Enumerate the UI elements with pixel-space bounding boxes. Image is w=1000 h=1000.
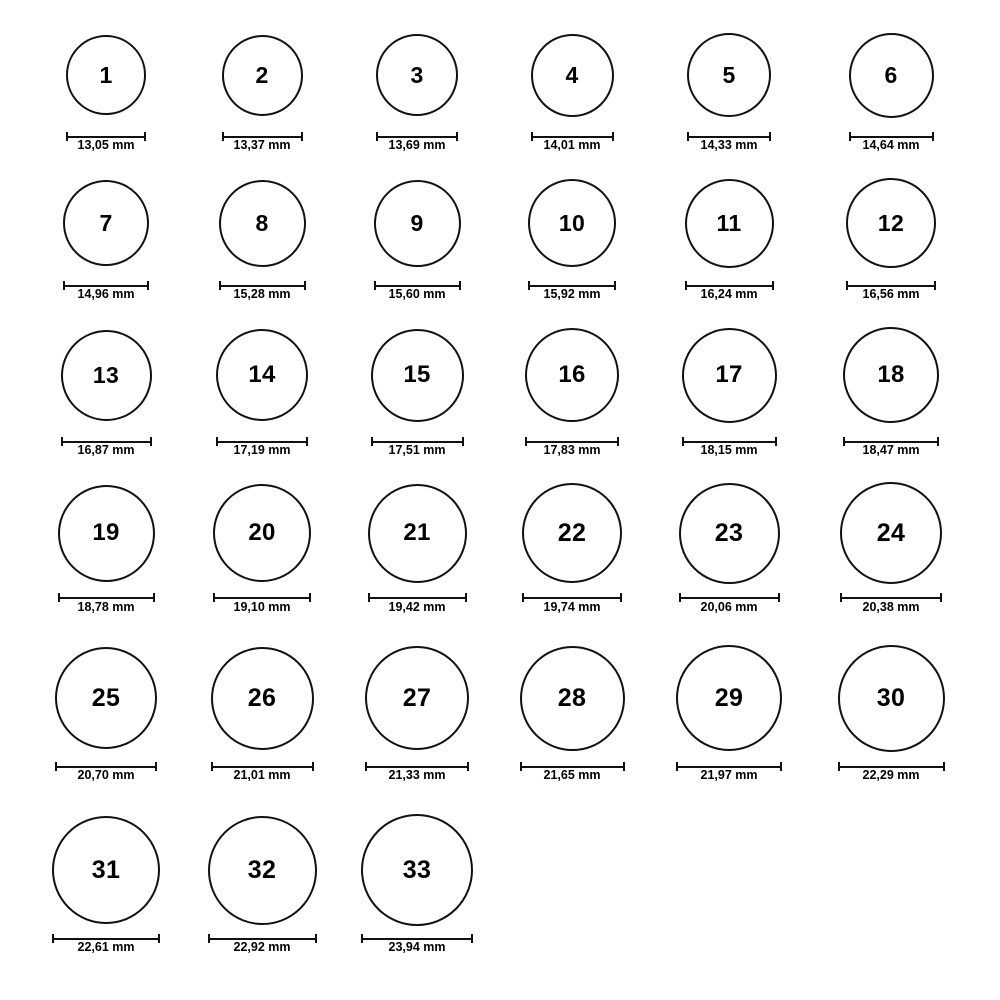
ring-circle <box>219 180 306 267</box>
diameter-label: 17,83 mm <box>543 443 601 457</box>
ring-size-number: 30 <box>876 683 906 712</box>
ring-circle <box>682 328 777 423</box>
ring-size-number: 15 <box>403 361 431 388</box>
ring-size-number: 14 <box>248 361 276 388</box>
ring-circle <box>687 33 771 117</box>
ring-size-number: 9 <box>410 209 424 236</box>
ring-size-number: 18 <box>877 361 905 388</box>
diameter-label: 22,92 mm <box>233 940 291 954</box>
ring-size-number: 20 <box>248 519 276 546</box>
diameter-label: 18,15 mm <box>700 443 758 457</box>
ring-size-number: 8 <box>255 209 269 236</box>
ring-size-number: 16 <box>558 361 586 388</box>
ring-circle <box>211 647 314 750</box>
diameter-label: 21,33 mm <box>388 768 446 782</box>
ring-size-number: 31 <box>91 855 121 884</box>
measure-bar-line <box>679 597 780 599</box>
ring-size-number: 23 <box>714 518 744 547</box>
diameter-label: 18,78 mm <box>77 600 135 614</box>
diameter-label: 16,87 mm <box>77 443 135 457</box>
ring-circle <box>66 35 146 115</box>
ring-circle <box>216 329 308 421</box>
ring-size-number: 11 <box>716 209 742 236</box>
diameter-label: 15,60 mm <box>388 287 446 301</box>
ring-circle <box>52 816 160 924</box>
diameter-label: 16,24 mm <box>700 287 758 301</box>
ring-size-number: 28 <box>557 683 587 712</box>
ring-size-number: 7 <box>99 209 113 236</box>
diameter-label: 13,05 mm <box>77 138 135 152</box>
ring-circle <box>838 645 945 752</box>
ring-circle <box>361 814 473 926</box>
diameter-label: 17,51 mm <box>388 443 446 457</box>
ring-circle <box>849 33 934 118</box>
ring-circle <box>840 482 942 584</box>
diameter-label: 17,19 mm <box>233 443 291 457</box>
ring-size-number: 2 <box>255 61 269 88</box>
diameter-label: 22,61 mm <box>77 940 135 954</box>
ring-circle <box>676 645 782 751</box>
ring-circle <box>520 646 625 751</box>
ring-circle <box>679 483 780 584</box>
ring-size-number: 21 <box>403 519 431 546</box>
ring-circle <box>61 330 152 421</box>
ring-size-number: 24 <box>876 518 906 547</box>
ring-circle <box>213 484 311 582</box>
ring-size-number: 26 <box>247 683 277 712</box>
ring-circle <box>531 34 614 117</box>
ring-size-number: 4 <box>565 61 579 88</box>
ring-size-number: 33 <box>402 855 432 884</box>
diameter-label: 19,42 mm <box>388 600 446 614</box>
ring-circle <box>365 646 469 750</box>
ring-circle <box>208 816 317 925</box>
ring-circle <box>55 647 157 749</box>
diameter-label: 23,94 mm <box>388 940 446 954</box>
ring-circle <box>368 484 467 583</box>
diameter-label: 13,69 mm <box>388 138 446 152</box>
ring-size-number: 27 <box>402 683 432 712</box>
diameter-label: 20,06 mm <box>700 600 758 614</box>
ring-size-number: 32 <box>247 855 277 884</box>
diameter-label: 16,56 mm <box>862 287 920 301</box>
ring-circle <box>376 34 458 116</box>
ring-size-number: 6 <box>884 61 898 88</box>
diameter-label: 19,74 mm <box>543 600 601 614</box>
ring-circle <box>374 180 461 267</box>
ring-circle <box>371 329 464 422</box>
ring-size-number: 12 <box>877 209 905 236</box>
diameter-label: 15,28 mm <box>233 287 291 301</box>
ring-circle <box>525 328 619 422</box>
diameter-label: 14,64 mm <box>862 138 920 152</box>
measure-bar-line <box>522 597 622 599</box>
ring-circle <box>63 180 149 266</box>
diameter-label: 14,96 mm <box>77 287 135 301</box>
ring-size-number: 25 <box>91 683 121 712</box>
diameter-label: 18,47 mm <box>862 443 920 457</box>
diameter-label: 14,33 mm <box>700 138 758 152</box>
ring-size-number: 5 <box>722 61 736 88</box>
diameter-label: 21,01 mm <box>233 768 291 782</box>
ring-circle <box>58 485 155 582</box>
measure-bar-line <box>368 597 467 599</box>
diameter-label: 22,29 mm <box>862 768 920 782</box>
ring-size-number: 1 <box>99 61 113 88</box>
ring-size-number: 17 <box>715 361 743 388</box>
ring-size-number: 10 <box>558 209 586 236</box>
diameter-label: 19,10 mm <box>233 600 291 614</box>
ring-circle <box>528 179 616 267</box>
ring-circle <box>843 327 939 423</box>
ring-circle <box>222 35 303 116</box>
diameter-label: 13,37 mm <box>233 138 291 152</box>
diameter-label: 21,97 mm <box>700 768 758 782</box>
ring-size-number: 3 <box>410 61 424 88</box>
diameter-label: 14,01 mm <box>543 138 601 152</box>
ring-size-number: 19 <box>92 519 120 546</box>
diameter-label: 21,65 mm <box>543 768 601 782</box>
ring-circle <box>846 178 936 268</box>
diameter-label: 15,92 mm <box>543 287 601 301</box>
diameter-label: 20,38 mm <box>862 600 920 614</box>
measure-bar-line <box>840 597 942 599</box>
ring-size-number: 13 <box>92 361 120 388</box>
diameter-label: 20,70 mm <box>77 768 135 782</box>
ring-size-number: 29 <box>714 683 744 712</box>
ring-circle <box>522 483 622 583</box>
measure-bar-line <box>58 597 155 599</box>
ring-size-number: 22 <box>557 518 587 547</box>
measure-bar-line <box>213 597 311 599</box>
ring-circle <box>685 179 774 268</box>
